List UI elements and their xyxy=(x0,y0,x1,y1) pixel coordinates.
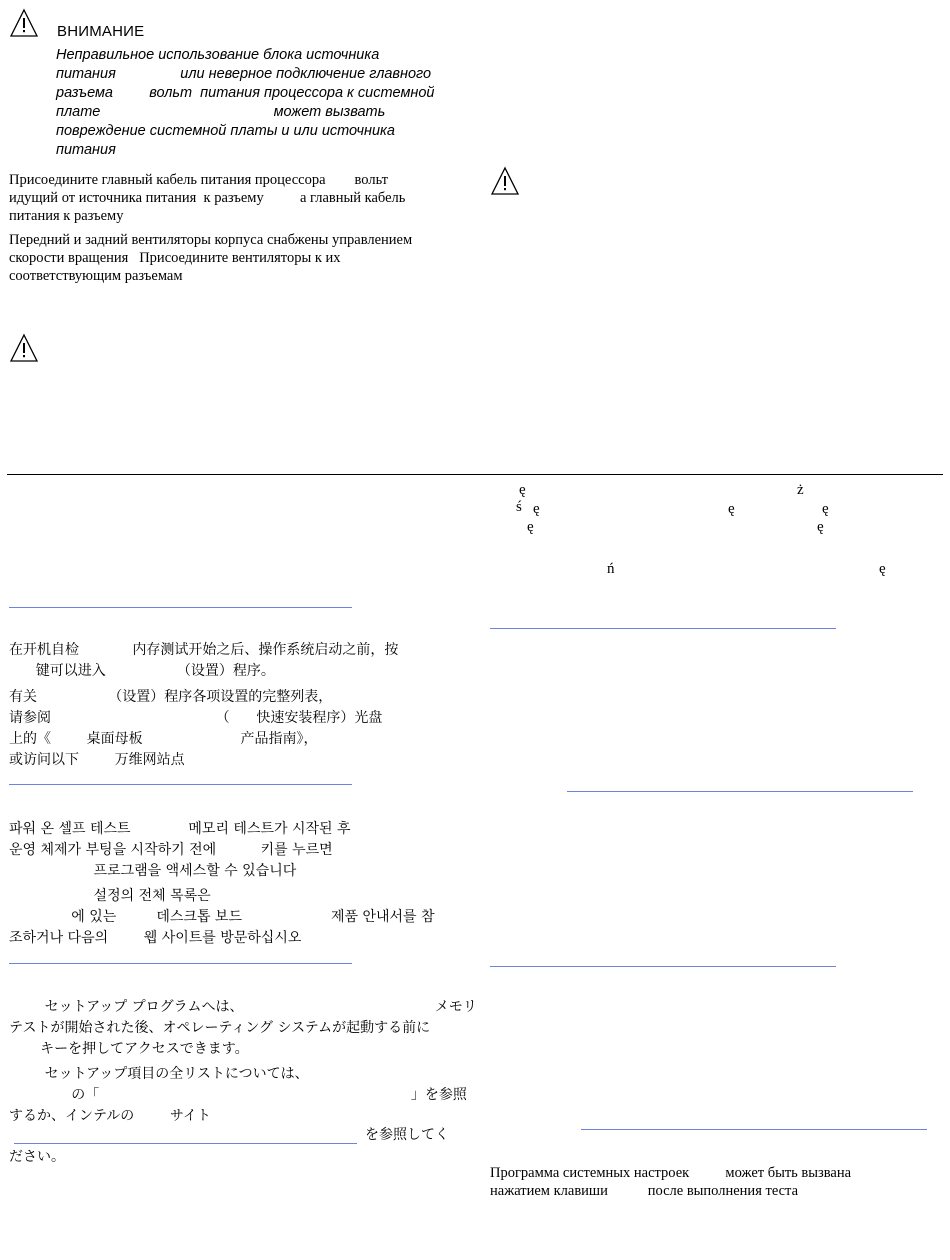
paragraph-line: соответствующим разъемам xyxy=(9,268,183,284)
paragraph-line: идущий от источника питания к разъему а главный кабель xyxy=(9,190,406,206)
paragraph-line: Передний и задний вентиляторы корпуса снабжены управлением xyxy=(9,232,413,248)
text-fragment: ń xyxy=(607,561,615,577)
warning-triangle-icon xyxy=(490,166,520,196)
zh-paragraph-setup xyxy=(9,640,398,682)
paragraph-line: 파워 온 셀프 테스트 메모리 테스트가 시작된 후 xyxy=(9,821,351,837)
link-underline xyxy=(14,1143,357,1144)
warning-line: питания или неверное подключение главного xyxy=(56,66,432,82)
warning-triangle-icon xyxy=(9,8,39,38)
text-fragment: ę xyxy=(519,482,526,498)
warning-triangle-icon xyxy=(9,333,39,363)
paragraph-line: 조하거나 다음의 웹 사이트를 방문하십시오 xyxy=(9,930,302,946)
ru-paragraph-power xyxy=(9,171,405,225)
warning-line: питания xyxy=(56,142,116,158)
section-divider xyxy=(7,474,943,475)
paragraph-line: 설정의 전체 목록은 xyxy=(9,888,211,904)
warning-line: повреждение системной платы и или источника xyxy=(56,123,395,139)
link-underline xyxy=(9,963,352,964)
ko-paragraph-setup xyxy=(9,819,351,882)
link-underline xyxy=(567,791,913,792)
link-underline xyxy=(9,784,352,785)
link-underline xyxy=(581,1129,927,1130)
link-underline xyxy=(490,628,836,629)
text-fragment: ę xyxy=(822,501,829,517)
paragraph-line: Программа системных настроек может быть вызвана xyxy=(490,1165,852,1181)
link-underline xyxy=(490,966,836,967)
paragraph-line: 上的《 桌面母板 产品指南》， xyxy=(9,731,318,747)
text-fragment: ę xyxy=(533,501,540,517)
zh-paragraph-reference xyxy=(9,687,382,771)
ko-paragraph-reference xyxy=(9,886,435,949)
warning-line: Неправильное использование блока источника xyxy=(56,47,380,63)
paragraph-line: нажатием клавиши после выполнения теста xyxy=(490,1183,799,1199)
paragraph-line: 或访问以下 万维网站点 xyxy=(9,752,185,768)
ru-paragraph-fans xyxy=(9,231,412,285)
paragraph-line: скорости вращения Присоедините вентиляторы к их xyxy=(9,250,341,266)
ja-reference-tail: を参照してく xyxy=(365,1127,449,1143)
warning-body xyxy=(56,46,476,160)
ja-paragraph-reference xyxy=(9,1064,467,1127)
paragraph-line: 有关 （设置）程序各项设置的完整列表， xyxy=(9,689,333,705)
paragraph-line: 请参阅 （ 快速安装程序）光盘 xyxy=(9,710,383,726)
paragraph-line: 在开机自检 内存测试开始之后、操作系统启动之前，按 xyxy=(9,642,399,658)
paragraph-line: Присоедините главный кабель питания процессора вольт xyxy=(9,172,388,188)
text-fragment: ę xyxy=(817,519,824,535)
paragraph-line: セットアップ プログラムへは、 メモリ xyxy=(9,999,477,1015)
ja-paragraph-setup xyxy=(9,997,477,1060)
paragraph-line: 운영 체제가 부팅을 시작하기 전에 키를 누르면 xyxy=(9,842,333,858)
paragraph-line: 键可以进入 （设置）程序。 xyxy=(9,663,275,679)
ru-paragraph-setup xyxy=(490,1164,851,1200)
paragraph-line: 에 있는 데스크톱 보드 제품 안내서를 참 xyxy=(9,909,435,925)
paragraph-line: セットアップ項目の全リストについては、 xyxy=(9,1066,309,1082)
paragraph-line: するか、インテルの サイト xyxy=(9,1108,211,1124)
text-fragment: ż xyxy=(797,482,804,498)
text-fragment: ę xyxy=(879,561,886,577)
ja-reference-end: ださい。 xyxy=(9,1149,65,1165)
warning-title: ВНИМАНИЕ xyxy=(57,23,145,40)
warning-line: разъема вольт питания процессора к системной xyxy=(56,85,435,101)
paragraph-line: テストが開始された後、オペレーティング システムが起動する前に xyxy=(9,1020,431,1036)
text-fragment: ś xyxy=(516,499,522,515)
text-fragment: ę xyxy=(527,519,534,535)
paragraph-line: キーを押してアクセスできます。 xyxy=(9,1041,249,1057)
paragraph-line: 프로그램을 액세스할 수 있습니다 xyxy=(9,863,297,879)
text-fragment: ę xyxy=(728,501,735,517)
paragraph-line: の「 」を参照 xyxy=(9,1087,467,1103)
paragraph-line: питания к разъему xyxy=(9,208,124,224)
link-underline xyxy=(9,607,352,608)
warning-line: плате может вызвать xyxy=(56,104,386,120)
